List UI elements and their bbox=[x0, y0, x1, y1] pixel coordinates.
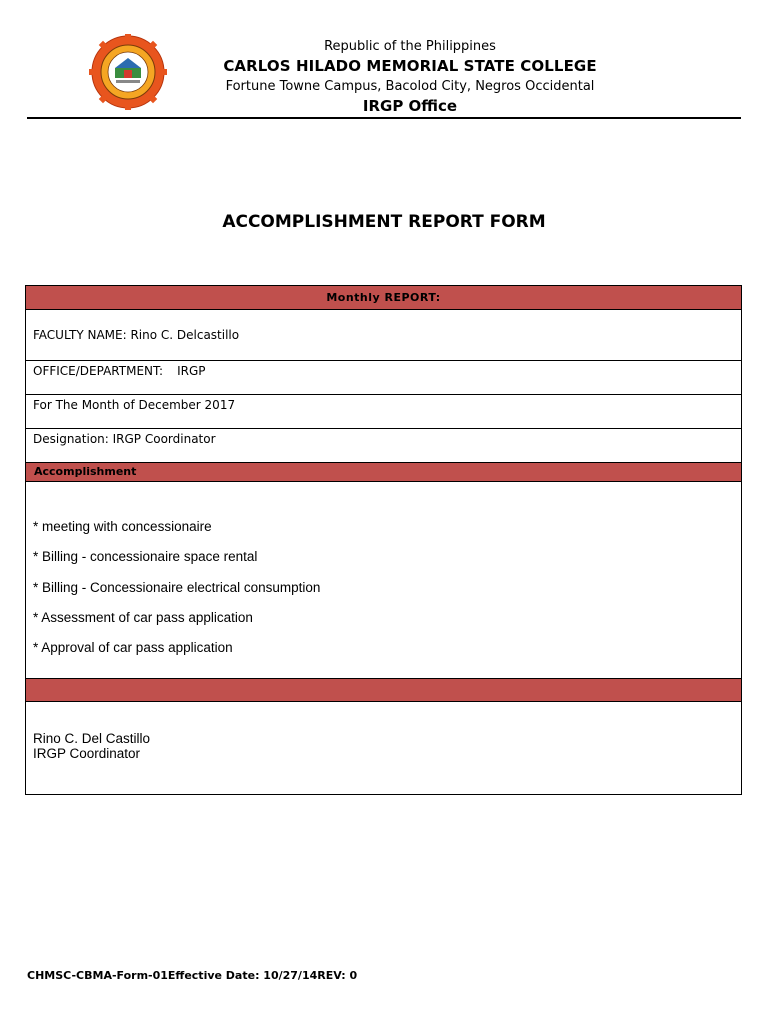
monthly-report-band: Monthly REPORT: bbox=[26, 286, 741, 310]
designation-row bbox=[26, 429, 741, 463]
list-item: * Assessment of car pass application bbox=[33, 609, 253, 625]
letterhead bbox=[160, 38, 660, 116]
report-form-table bbox=[25, 285, 742, 795]
page-title: ACCOMPLISHMENT REPORT FORM bbox=[222, 212, 546, 232]
office-name: IRGP Office bbox=[362, 97, 458, 115]
office-value: IRGP bbox=[177, 364, 206, 378]
campus-address: Fortune Towne Campus, Bacolod City, Negros Occidental bbox=[225, 79, 595, 94]
list-item: * Approval of car pass application bbox=[33, 640, 233, 656]
list-item: * meeting with concessionaire bbox=[33, 519, 212, 534]
month-row bbox=[26, 395, 741, 429]
republic-line: Republic of the Philippines bbox=[324, 39, 496, 54]
month-text: For The Month of December 2017 bbox=[33, 398, 236, 412]
signatory-name: Rino C. Del Castillo bbox=[33, 731, 151, 746]
accomplishment-list bbox=[26, 482, 741, 678]
faculty-name-text: FACULTY NAME: Rino C. Delcastillo bbox=[33, 328, 240, 342]
office-label: OFFICE/DEPARTMENT: bbox=[33, 364, 164, 378]
list-item: * Billing - Concessionaire electrical consumption bbox=[33, 579, 321, 595]
signature-band bbox=[26, 678, 741, 702]
list-item: * Billing - concessionaire space rental bbox=[33, 549, 258, 565]
signature-block bbox=[26, 702, 741, 794]
office-department-row bbox=[26, 361, 741, 395]
form-code-footer: CHMSC-CBMA-Form-01Effective Date: 10/27/14REV: 0 bbox=[27, 969, 358, 982]
header-divider bbox=[27, 117, 741, 119]
signatory-title: IRGP Coordinator bbox=[33, 746, 141, 761]
faculty-name-row bbox=[26, 310, 741, 361]
accomplishment-band: Accomplishment bbox=[26, 463, 741, 482]
college-name: CARLOS HILADO MEMORIAL STATE COLLEGE bbox=[223, 57, 597, 75]
designation-text: Designation: IRGP Coordinator bbox=[33, 432, 216, 446]
